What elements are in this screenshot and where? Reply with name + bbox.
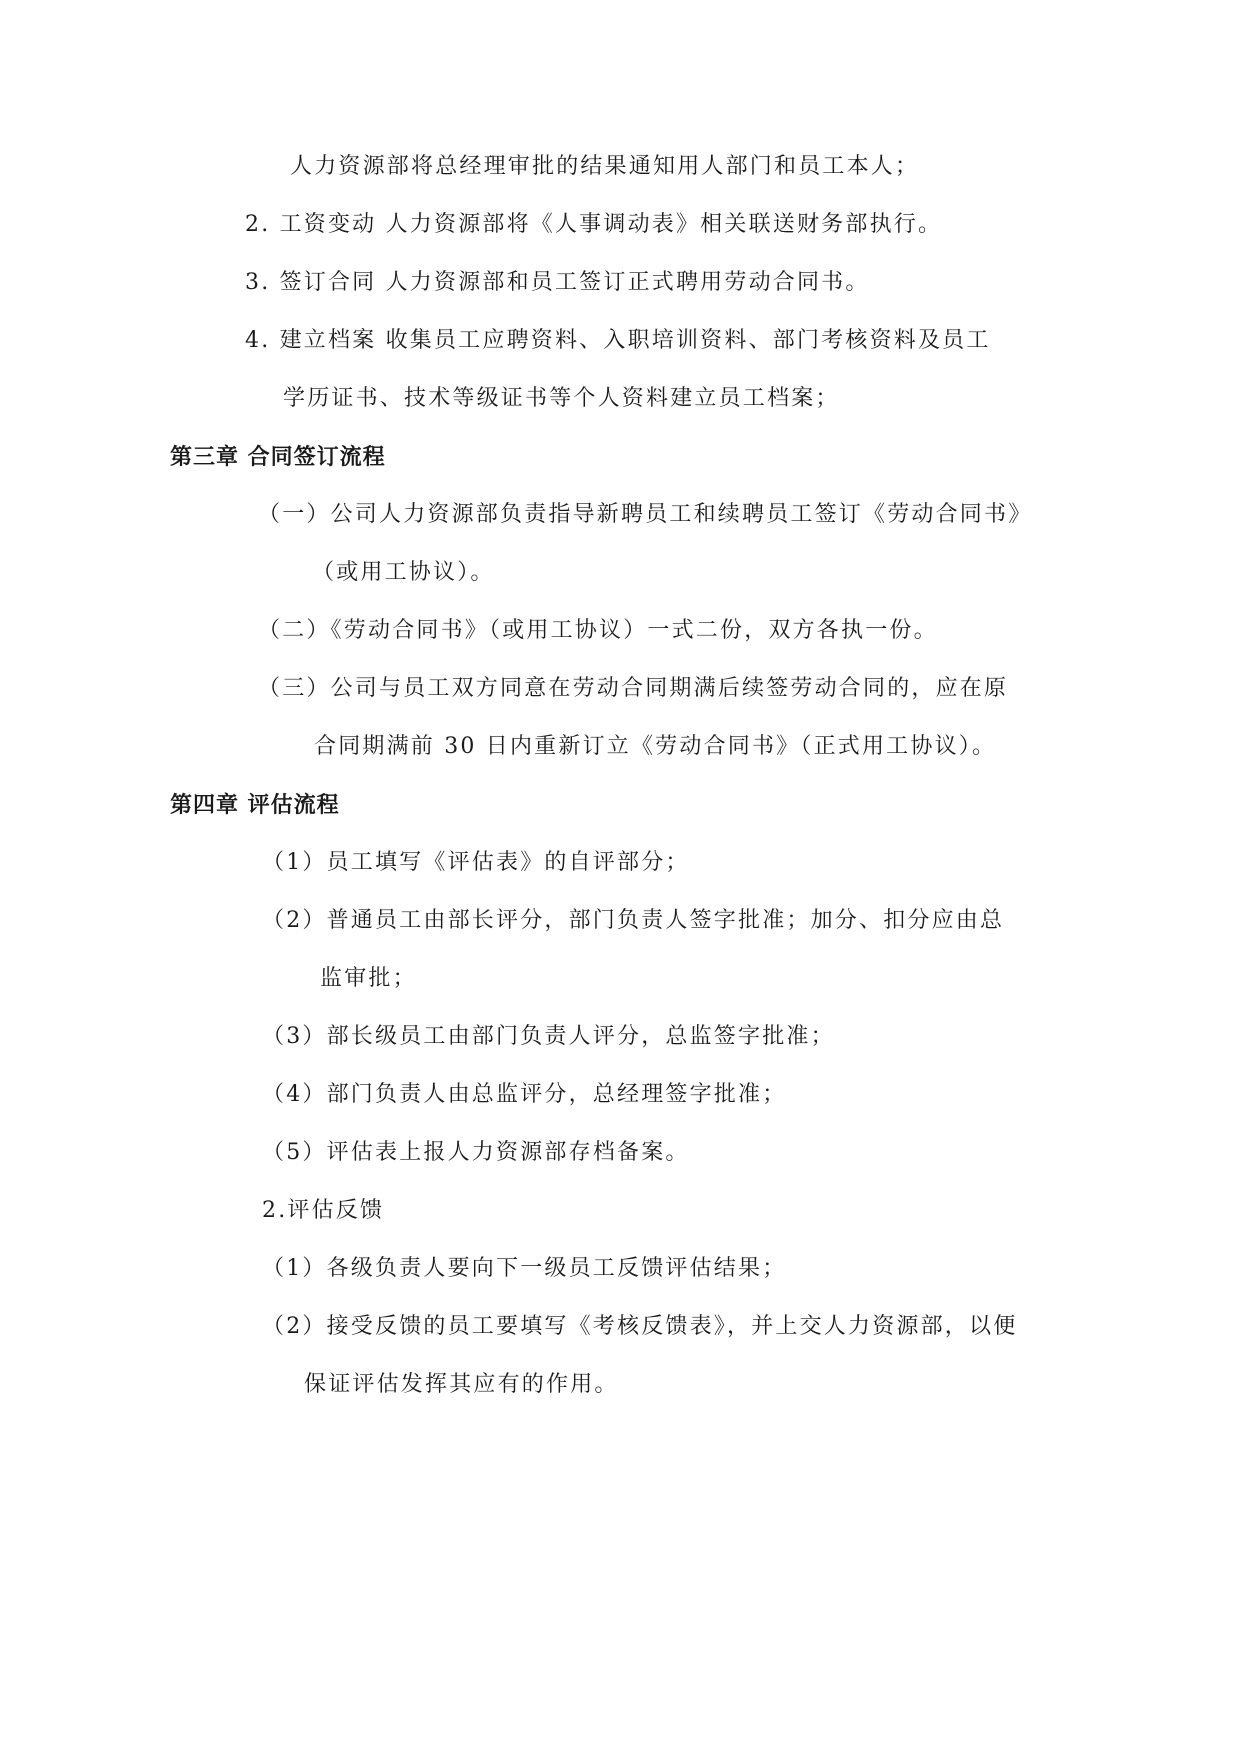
chapter3-item-3-continuation: 合同期满前 30 日内重新订立《劳动合同书》（正式用工协议）。 (314, 734, 997, 759)
list-item-salary-change: 2. 工资变动 人力资源部将《人事调动表》相关联送财务部执行。 (245, 212, 943, 237)
feedback-item-2: （2）接受反馈的员工要填写《考核反馈表》，并上交人力资源部，以便 (262, 1314, 1018, 1339)
feedback-item-1: （1）各级负责人要向下一级员工反馈评估结果； (262, 1256, 787, 1281)
chapter3-heading: 第三章 合同签订流程 (170, 444, 386, 470)
chapter4-item-2-continuation: 监审批； (320, 966, 417, 991)
chapter4-item-5: （5）评估表上报人力资源部存档备案。 (262, 1140, 690, 1165)
subsection-heading-feedback: 2.评估反馈 (262, 1198, 385, 1223)
list-item-create-archive: 4. 建立档案 收集员工应聘资料、入职培训资料、部门考核资料及员工 (245, 328, 991, 353)
list-item-sign-contract: 3. 签订合同 人力资源部和员工签订正式聘用劳动合同书。 (245, 270, 870, 295)
list-item-continuation: 学历证书、技术等级证书等个人资料建立员工档案； (283, 386, 840, 411)
chapter3-item-1: （一）公司人力资源部负责指导新聘员工和续聘员工签订《劳动合同书》 (258, 502, 1033, 527)
chapter4-item-4: （4）部门负责人由总监评分，总经理签字批准； (262, 1082, 787, 1107)
feedback-item-2-continuation: 保证评估发挥其应有的作用。 (304, 1372, 619, 1397)
chapter4-item-3: （3）部长级员工由部门负责人评分，总监签字批准； (262, 1024, 835, 1049)
chapter4-heading: 第四章 评估流程 (170, 792, 340, 818)
paragraph-line: 人力资源部将总经理审批的结果通知用人部门和员工本人； (290, 154, 920, 179)
chapter4-item-1: （1）员工填写《评估表》的自评部分； (262, 850, 690, 875)
chapter4-item-2: （2）普通员工由部长评分，部门负责人签字批准；加分、扣分应由总 (262, 908, 1005, 933)
chapter3-item-2: （二）《劳动合同书》（或用工协议）一式二份，双方各执一份。 (258, 618, 938, 643)
chapter3-item-3: （三）公司与员工双方同意在劳动合同期满后续签劳动合同的，应在原 (258, 676, 1009, 701)
chapter3-item-1-continuation: （或用工协议）。 (312, 560, 495, 585)
